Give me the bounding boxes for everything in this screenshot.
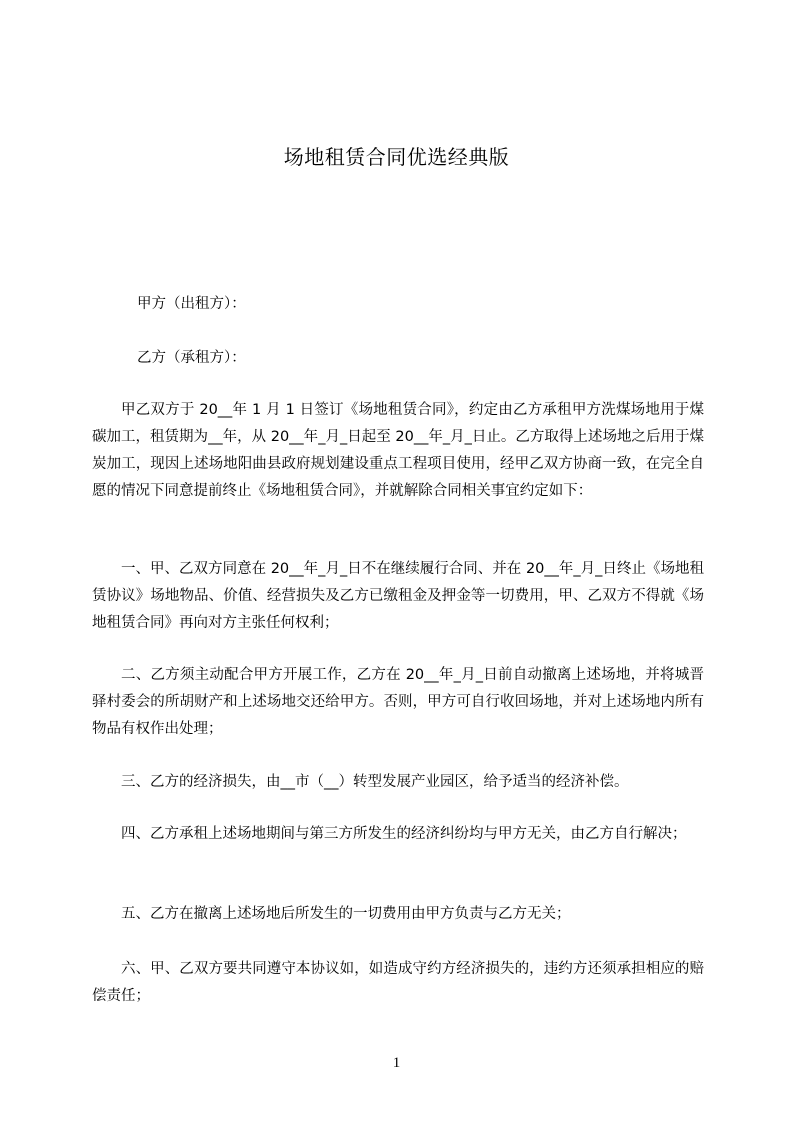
document-title: 场地租赁合同优选经典版 — [283, 145, 510, 169]
page-number: 1 — [392, 1055, 401, 1071]
clause-2: 二、乙方须主动配合甲方开展工作，乙方在 20__年_月_日前自动撤离上述场地，并将城晋驿村委会的所胡财产和上述场地交还给甲方。否则，甲方可自行收回场地，并对上述场地内所有物品有权作出处理； — [92, 667, 704, 737]
intro-paragraph: 甲乙双方于 20__年 1 月 1 日签订《场地租赁合同》，约定由乙方承租甲方洗煤场地用于煤碳加工，租赁期为__年，从 20__年_月_日起至 20__年_月_日止。乙方取得上述场地之后用于煤炭加工，现因上述场地阳曲县政府规划建设重点工程项目使用，经甲乙双方协商一致，在完全自愿的情况下同意提前终止《场地租赁合同》，并就解除合同相关事宜约定如下： — [92, 402, 704, 499]
party-a-label: 甲方（出租方）： — [137, 296, 246, 312]
clause-6: 六、甲、乙双方要共同遵守本协议如，如造成守约方经济损失的，违约方还须承担相应的赔偿责任； — [92, 961, 704, 1004]
clause-3: 三、乙方的经济损失，由__市（__）转型发展产业园区，给予适当的经济补偿。 — [121, 774, 629, 790]
clause-1: 一、甲、乙双方同意在 20__年_月_日不在继续履行合同、并在 20__年_月_日终止《场地租赁协议》场地物品、价值、经营损失及乙方已缴租金及押金等一切费用，甲、乙双方不得就《场地租赁合同》再向对方主张任何权利； — [92, 561, 704, 631]
party-b-label: 乙方（承租方）： — [137, 350, 246, 366]
clause-5: 五、乙方在撤离上述场地后所发生的一切费用由甲方负责与乙方无关； — [121, 906, 571, 922]
clause-4: 四、乙方承租上述场地期间与第三方所发生的经济纠纷均与甲方无关，由乙方自行解决； — [121, 826, 687, 842]
